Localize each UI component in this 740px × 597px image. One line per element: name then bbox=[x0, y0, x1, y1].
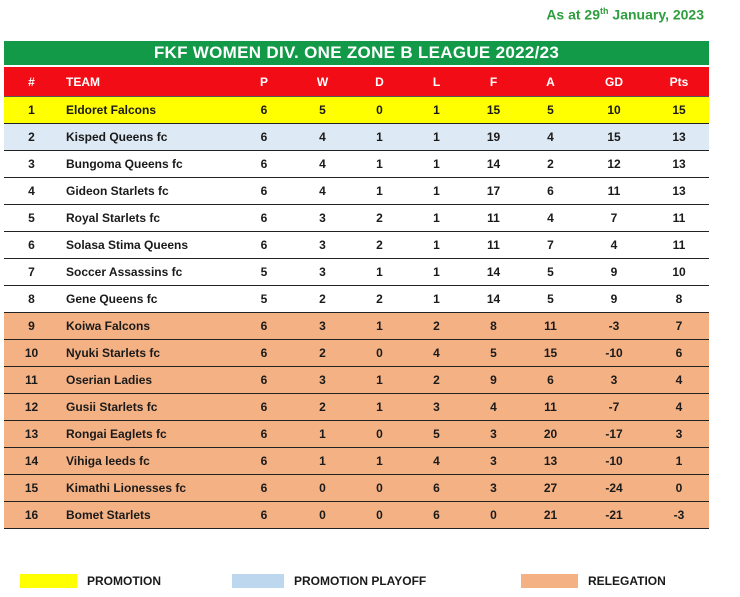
legend-relegation bbox=[521, 573, 666, 589]
cell-drawn: 0 bbox=[351, 475, 408, 502]
table-row bbox=[4, 475, 709, 502]
cell-lost: 1 bbox=[408, 205, 465, 232]
cell-goal-difference: 9 bbox=[579, 259, 649, 286]
cell-drawn: 2 bbox=[351, 205, 408, 232]
cell-played: 6 bbox=[234, 124, 294, 151]
cell-points: 0 bbox=[649, 475, 709, 502]
table-row bbox=[4, 340, 709, 367]
cell-team: Gusii Starlets fc bbox=[59, 394, 234, 421]
cell-goals-against: 20 bbox=[522, 421, 579, 448]
cell-goals-for: 0 bbox=[465, 502, 522, 529]
cell-points: 11 bbox=[649, 232, 709, 259]
legend-label: PROMOTION PLAYOFF bbox=[294, 574, 427, 588]
cell-goals-against: 4 bbox=[522, 124, 579, 151]
cell-team: Solasa Stima Queens bbox=[59, 232, 234, 259]
cell-drawn: 0 bbox=[351, 97, 408, 124]
cell-goals-against: 13 bbox=[522, 448, 579, 475]
cell-played: 6 bbox=[234, 232, 294, 259]
legend-label: RELEGATION bbox=[588, 574, 666, 588]
legend-swatch bbox=[20, 574, 77, 588]
cell-team: Gideon Starlets fc bbox=[59, 178, 234, 205]
cell-lost: 2 bbox=[408, 313, 465, 340]
cell-won: 2 bbox=[294, 286, 351, 313]
cell-goals-against: 21 bbox=[522, 502, 579, 529]
cell-played: 6 bbox=[234, 367, 294, 394]
cell-team: Nyuki Starlets fc bbox=[59, 340, 234, 367]
cell-points: 1 bbox=[649, 448, 709, 475]
cell-won: 5 bbox=[294, 97, 351, 124]
cell-points: 10 bbox=[649, 259, 709, 286]
cell-goals-against: 27 bbox=[522, 475, 579, 502]
cell-points: 11 bbox=[649, 205, 709, 232]
cell-goals-for: 5 bbox=[465, 340, 522, 367]
cell-won: 2 bbox=[294, 340, 351, 367]
cell-team: Bungoma Queens fc bbox=[59, 151, 234, 178]
cell-won: 4 bbox=[294, 178, 351, 205]
cell-played: 6 bbox=[234, 340, 294, 367]
cell-goals-for: 3 bbox=[465, 475, 522, 502]
table-row bbox=[4, 448, 709, 475]
cell-won: 1 bbox=[294, 448, 351, 475]
header-played: P bbox=[234, 67, 294, 97]
table-row bbox=[4, 286, 709, 313]
cell-goal-difference: -3 bbox=[579, 313, 649, 340]
cell-goals-for: 14 bbox=[465, 286, 522, 313]
cell-position: 5 bbox=[4, 205, 59, 232]
table-row bbox=[4, 178, 709, 205]
cell-lost: 3 bbox=[408, 394, 465, 421]
cell-drawn: 2 bbox=[351, 286, 408, 313]
cell-goals-against: 6 bbox=[522, 367, 579, 394]
table-row bbox=[4, 124, 709, 151]
cell-goal-difference: 11 bbox=[579, 178, 649, 205]
cell-lost: 5 bbox=[408, 421, 465, 448]
league-title: FKF WOMEN DIV. ONE ZONE B LEAGUE 2022/23 bbox=[4, 41, 709, 65]
table-row bbox=[4, 97, 709, 124]
cell-won: 3 bbox=[294, 313, 351, 340]
cell-played: 6 bbox=[234, 313, 294, 340]
cell-played: 6 bbox=[234, 421, 294, 448]
cell-team: Kimathi Lionesses fc bbox=[59, 475, 234, 502]
cell-goals-against: 11 bbox=[522, 394, 579, 421]
cell-position: 12 bbox=[4, 394, 59, 421]
cell-won: 3 bbox=[294, 259, 351, 286]
cell-points: 7 bbox=[649, 313, 709, 340]
cell-team: Oserian Ladies bbox=[59, 367, 234, 394]
cell-goal-difference: 15 bbox=[579, 124, 649, 151]
header-team: TEAM bbox=[59, 67, 234, 97]
cell-played: 6 bbox=[234, 205, 294, 232]
cell-played: 6 bbox=[234, 97, 294, 124]
cell-team: Bomet Starlets bbox=[59, 502, 234, 529]
cell-position: 13 bbox=[4, 421, 59, 448]
cell-goal-difference: 10 bbox=[579, 97, 649, 124]
cell-points: 13 bbox=[649, 151, 709, 178]
cell-won: 3 bbox=[294, 232, 351, 259]
cell-played: 6 bbox=[234, 448, 294, 475]
cell-goals-against: 2 bbox=[522, 151, 579, 178]
cell-goals-for: 9 bbox=[465, 367, 522, 394]
cell-won: 3 bbox=[294, 367, 351, 394]
header-against: A bbox=[522, 67, 579, 97]
cell-position: 1 bbox=[4, 97, 59, 124]
legend-promotion-playoff bbox=[232, 573, 426, 589]
cell-goals-for: 14 bbox=[465, 259, 522, 286]
cell-drawn: 0 bbox=[351, 502, 408, 529]
cell-goals-for: 11 bbox=[465, 232, 522, 259]
cell-lost: 4 bbox=[408, 448, 465, 475]
cell-won: 3 bbox=[294, 205, 351, 232]
date-ordinal: th bbox=[600, 6, 609, 16]
cell-points: 4 bbox=[649, 367, 709, 394]
cell-goal-difference: -10 bbox=[579, 340, 649, 367]
cell-goals-for: 19 bbox=[465, 124, 522, 151]
cell-goals-against: 15 bbox=[522, 340, 579, 367]
cell-drawn: 1 bbox=[351, 367, 408, 394]
cell-points: 13 bbox=[649, 124, 709, 151]
cell-lost: 6 bbox=[408, 475, 465, 502]
cell-goals-against: 7 bbox=[522, 232, 579, 259]
cell-lost: 1 bbox=[408, 124, 465, 151]
cell-drawn: 1 bbox=[351, 124, 408, 151]
cell-goals-for: 11 bbox=[465, 205, 522, 232]
cell-goal-difference: 12 bbox=[579, 151, 649, 178]
header-won: W bbox=[294, 67, 351, 97]
cell-position: 16 bbox=[4, 502, 59, 529]
header-lost: L bbox=[408, 67, 465, 97]
cell-points: -3 bbox=[649, 502, 709, 529]
cell-played: 5 bbox=[234, 286, 294, 313]
date-label bbox=[546, 6, 704, 23]
cell-goal-difference: -10 bbox=[579, 448, 649, 475]
cell-drawn: 1 bbox=[351, 259, 408, 286]
cell-points: 3 bbox=[649, 421, 709, 448]
cell-position: 10 bbox=[4, 340, 59, 367]
cell-won: 0 bbox=[294, 475, 351, 502]
cell-goals-against: 11 bbox=[522, 313, 579, 340]
cell-lost: 6 bbox=[408, 502, 465, 529]
legend-swatch bbox=[521, 574, 578, 588]
cell-points: 4 bbox=[649, 394, 709, 421]
cell-lost: 1 bbox=[408, 259, 465, 286]
cell-drawn: 0 bbox=[351, 421, 408, 448]
cell-lost: 1 bbox=[408, 97, 465, 124]
header-row bbox=[4, 67, 709, 97]
cell-position: 14 bbox=[4, 448, 59, 475]
cell-drawn: 1 bbox=[351, 394, 408, 421]
cell-goal-difference: -17 bbox=[579, 421, 649, 448]
cell-played: 6 bbox=[234, 502, 294, 529]
cell-team: Koiwa Falcons bbox=[59, 313, 234, 340]
cell-lost: 1 bbox=[408, 178, 465, 205]
cell-played: 6 bbox=[234, 475, 294, 502]
table-row bbox=[4, 421, 709, 448]
cell-team: Royal Starlets fc bbox=[59, 205, 234, 232]
header-points: Pts bbox=[649, 67, 709, 97]
cell-team: Rongai Eaglets fc bbox=[59, 421, 234, 448]
cell-won: 4 bbox=[294, 124, 351, 151]
legend-promotion bbox=[20, 573, 161, 589]
cell-goals-against: 4 bbox=[522, 205, 579, 232]
table-row bbox=[4, 151, 709, 178]
cell-played: 6 bbox=[234, 151, 294, 178]
cell-lost: 1 bbox=[408, 232, 465, 259]
cell-position: 3 bbox=[4, 151, 59, 178]
cell-goal-difference: -24 bbox=[579, 475, 649, 502]
table-row bbox=[4, 394, 709, 421]
table-row bbox=[4, 313, 709, 340]
cell-goals-for: 17 bbox=[465, 178, 522, 205]
cell-team: Vihiga leeds fc bbox=[59, 448, 234, 475]
legend-label: PROMOTION bbox=[87, 574, 161, 588]
cell-goals-for: 3 bbox=[465, 421, 522, 448]
header-drawn: D bbox=[351, 67, 408, 97]
standings-table bbox=[4, 67, 709, 529]
cell-lost: 1 bbox=[408, 286, 465, 313]
cell-played: 5 bbox=[234, 259, 294, 286]
cell-lost: 2 bbox=[408, 367, 465, 394]
cell-points: 6 bbox=[649, 340, 709, 367]
cell-points: 8 bbox=[649, 286, 709, 313]
legend-swatch bbox=[232, 574, 284, 588]
cell-position: 2 bbox=[4, 124, 59, 151]
cell-position: 11 bbox=[4, 367, 59, 394]
cell-position: 8 bbox=[4, 286, 59, 313]
cell-goals-for: 3 bbox=[465, 448, 522, 475]
cell-team: Gene Queens fc bbox=[59, 286, 234, 313]
table-row bbox=[4, 367, 709, 394]
header-position: # bbox=[4, 67, 59, 97]
cell-goals-for: 4 bbox=[465, 394, 522, 421]
cell-goal-difference: 4 bbox=[579, 232, 649, 259]
cell-goals-against: 5 bbox=[522, 286, 579, 313]
date-prefix: As at 29 bbox=[546, 6, 601, 23]
cell-lost: 1 bbox=[408, 151, 465, 178]
cell-position: 4 bbox=[4, 178, 59, 205]
table-row bbox=[4, 502, 709, 529]
cell-team: Kisped Queens fc bbox=[59, 124, 234, 151]
cell-played: 6 bbox=[234, 394, 294, 421]
table-row bbox=[4, 205, 709, 232]
cell-goal-difference: 9 bbox=[579, 286, 649, 313]
cell-points: 15 bbox=[649, 97, 709, 124]
cell-goal-difference: -7 bbox=[579, 394, 649, 421]
table-row bbox=[4, 232, 709, 259]
cell-drawn: 1 bbox=[351, 313, 408, 340]
cell-goals-against: 6 bbox=[522, 178, 579, 205]
cell-lost: 4 bbox=[408, 340, 465, 367]
cell-drawn: 0 bbox=[351, 340, 408, 367]
date-suffix: January, 2023 bbox=[608, 6, 704, 23]
cell-goals-against: 5 bbox=[522, 259, 579, 286]
cell-position: 6 bbox=[4, 232, 59, 259]
cell-position: 15 bbox=[4, 475, 59, 502]
cell-won: 4 bbox=[294, 151, 351, 178]
cell-goals-for: 14 bbox=[465, 151, 522, 178]
cell-drawn: 1 bbox=[351, 448, 408, 475]
cell-team: Soccer Assassins fc bbox=[59, 259, 234, 286]
cell-drawn: 2 bbox=[351, 232, 408, 259]
cell-team: Eldoret Falcons bbox=[59, 97, 234, 124]
cell-goals-against: 5 bbox=[522, 97, 579, 124]
cell-played: 6 bbox=[234, 178, 294, 205]
cell-drawn: 1 bbox=[351, 178, 408, 205]
cell-goals-for: 8 bbox=[465, 313, 522, 340]
cell-goal-difference: 7 bbox=[579, 205, 649, 232]
cell-position: 9 bbox=[4, 313, 59, 340]
cell-points: 13 bbox=[649, 178, 709, 205]
cell-position: 7 bbox=[4, 259, 59, 286]
table-row bbox=[4, 259, 709, 286]
cell-goals-for: 15 bbox=[465, 97, 522, 124]
header-goal-difference: GD bbox=[579, 67, 649, 97]
cell-won: 0 bbox=[294, 502, 351, 529]
cell-drawn: 1 bbox=[351, 151, 408, 178]
cell-won: 1 bbox=[294, 421, 351, 448]
cell-goal-difference: -21 bbox=[579, 502, 649, 529]
header-for: F bbox=[465, 67, 522, 97]
cell-won: 2 bbox=[294, 394, 351, 421]
cell-goal-difference: 3 bbox=[579, 367, 649, 394]
